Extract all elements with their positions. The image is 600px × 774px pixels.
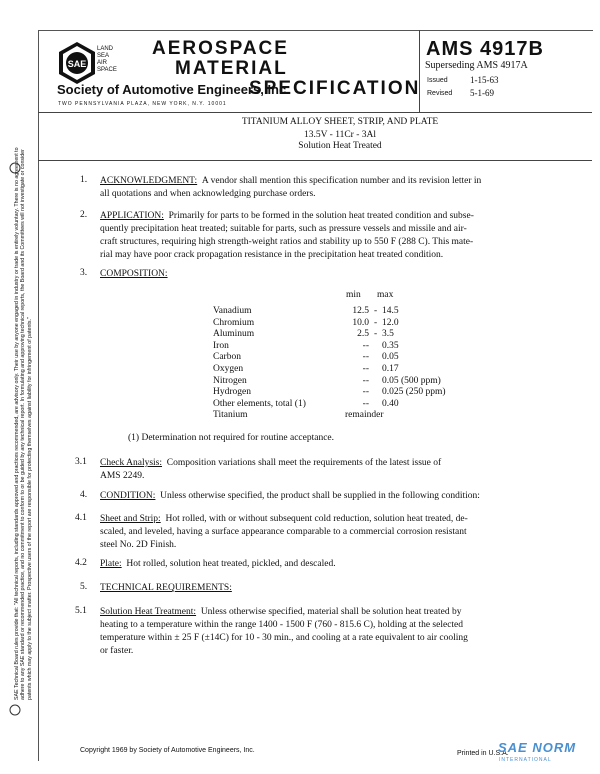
spec-number: AMS 4917B xyxy=(426,38,544,60)
logo-tagline xyxy=(97,46,127,74)
issued-label: Issued xyxy=(427,77,448,84)
section-3-number: 3. xyxy=(80,268,88,278)
doc-title: TITANIUM ALLOY SHEET, STRIP, AND PLATE xyxy=(241,117,439,127)
section-5-1-line-3: temperature within ± 25 F (±14C) for 10 - 30 min., and cooling at a rate equivalent to air cooling xyxy=(100,633,468,643)
composition-min: -- xyxy=(362,340,369,351)
composition-element: Vanadium xyxy=(213,306,252,316)
composition-max: 14.5 xyxy=(382,306,399,316)
section-4-1-line-3: steel No. 2D Finish. xyxy=(100,540,177,550)
section-4-heading: CONDITION: xyxy=(100,491,156,501)
title-specification: SPECIFICATION xyxy=(249,78,421,99)
section-3-1-line-2: AMS 2249. xyxy=(100,471,145,481)
org-name: Society of Automotive Engineers, Inc. xyxy=(57,82,290,97)
composition-element: Hydrogen xyxy=(213,387,251,398)
section-4-line-1: Unless otherwise specified, the product shall be supplied in the following condition: xyxy=(160,491,480,501)
composition-min: remainder xyxy=(345,410,384,421)
watermark-sub: INTERNATIONAL xyxy=(499,757,552,763)
printed-in: Printed in U.S.A. xyxy=(457,750,509,757)
composition-min: 2.5 xyxy=(357,329,369,340)
composition-max: 0.025 (250 ppm) xyxy=(382,387,446,398)
composition-element: Titanium xyxy=(213,410,248,421)
org-address: TWO PENNSYLVANIA PLAZA, NEW YORK, N.Y. 10001 xyxy=(58,101,227,107)
section-4-1-line-1: Hot rolled, with or without subsequent cold reduction, solution heat treated, de- xyxy=(165,514,468,524)
section-4-1-number: 4.1 xyxy=(75,513,87,523)
composition-max: 0.05 xyxy=(382,352,399,363)
composition-max: 0.05 (500 ppm) xyxy=(382,375,441,386)
sae-logo-icon xyxy=(57,40,97,86)
section-3-1-number: 3.1 xyxy=(75,457,87,467)
section-2-line-1: Primarily for parts to be formed in the solution heat treated condition and subse- xyxy=(168,211,474,221)
composition-element: Oxygen xyxy=(213,364,244,374)
section-4-1-line-2: scaled, and leveled, having a surface appearance comparable to a commercial corrosion resistant xyxy=(100,527,467,537)
section-3-1-line-1: Composition variations shall meet the requirements of the latest issue of xyxy=(166,458,442,468)
section-5-1-number: 5.1 xyxy=(75,606,87,616)
section-4-2-number: 4.2 xyxy=(75,558,87,568)
composition-footnote: (1) Determination not required for routine acceptance. xyxy=(128,433,335,443)
section-4-1-heading: Sheet and Strip: xyxy=(100,514,161,524)
logo-tagline-air: AIR xyxy=(97,60,108,66)
composition-element: Chromium xyxy=(213,317,255,328)
logo-letters: SAE xyxy=(67,59,87,69)
composition-min: -- xyxy=(362,352,369,363)
section-5-1-line-1: Unless otherwise specified, material shall be solution heat treated by xyxy=(200,607,462,617)
composition-element: Carbon xyxy=(213,352,241,363)
section-4-2-line-1: Hot rolled, solution heat treated, pickled, and descaled. xyxy=(126,559,336,569)
section-2-line-3: craft structures, requiring high strength-weight ratios and stability up to 550 F (288 C). This mate- xyxy=(100,237,474,247)
composition-element: Other elements, total (1) xyxy=(213,398,306,409)
composition-element: Aluminum xyxy=(213,329,255,340)
side-disclaimer-text: SAE Technical Board rules provide that: "All technical reports, including standards approved and practices recommended, are advisory only. Their use by anyone engaged in industry or trade is entirely voluntary. There is no agreement to adhere to any SAE standard or recommended practice, and no commitment to conform to or be guided by any technical report. In formulating and approving technical reports, the Board and its Committees will not investigate or consider patents which may apply to the subject matter. Prospective users of the report are responsible for protecting themselves against liability for infringement of patents." xyxy=(14,147,33,700)
composition-min: -- xyxy=(362,387,369,398)
side-bracket xyxy=(8,160,22,720)
composition-max: 3.5 xyxy=(382,329,394,340)
composition-min: -- xyxy=(362,398,369,409)
doc-subtitle-alloy: 13.5V - 11Cr - 3Al xyxy=(303,130,377,140)
section-5-heading: TECHNICAL REQUIREMENTS: xyxy=(100,583,232,593)
composition-max: 0.35 xyxy=(382,340,399,351)
doc-subtitle-condition: Solution Heat Treated xyxy=(298,141,382,151)
section-1-line-1: A vendor shall mention this specification number and its revision letter in xyxy=(201,176,482,186)
composition-min-header: min xyxy=(346,290,361,300)
logo-tagline-sea: SEA xyxy=(97,53,110,59)
composition-max: 0.17 xyxy=(382,364,399,374)
section-1-number: 1. xyxy=(80,175,88,185)
issued-date: 1-15-63 xyxy=(470,75,499,85)
composition-min: -- xyxy=(362,375,369,386)
composition-min: 12.5 xyxy=(352,306,369,316)
composition-dash: - xyxy=(374,306,378,316)
section-5-1-heading: Solution Heat Treatment: xyxy=(100,607,197,617)
copyright: Copyright 1969 by Society of Automotive Engineers, Inc. xyxy=(80,747,255,754)
revised-label: Revised xyxy=(427,90,453,97)
title-aerospace: AEROSPACE xyxy=(152,38,289,59)
composition-element: Nitrogen xyxy=(213,375,247,386)
section-4-2-heading: Plate: xyxy=(100,559,122,569)
section-1-heading: ACKNOWLEDGMENT: xyxy=(100,176,198,186)
composition-min: -- xyxy=(362,364,369,374)
title-material: MATERIAL xyxy=(175,58,288,79)
section-3-heading: COMPOSITION: xyxy=(100,269,168,279)
section-5-1-line-2: heating to a temperature within the range 1400 - 1500 F (760 - 815.6 C), holding at the selected xyxy=(100,620,464,630)
logo-tagline-space: SPACE xyxy=(97,67,117,73)
section-2-number: 2. xyxy=(80,210,88,220)
section-1-line-2: all quotations and when acknowledging purchase orders. xyxy=(100,189,316,199)
composition-dash: - xyxy=(374,329,378,340)
section-2-heading: APPLICATION: xyxy=(100,211,164,221)
composition-max-header: max xyxy=(377,290,394,300)
composition-max: 12.0 xyxy=(382,317,399,328)
revised-date: 5-1-69 xyxy=(470,88,494,98)
watermark: SAE NORM xyxy=(498,740,577,755)
composition-element: Iron xyxy=(213,340,229,351)
composition-dash: - xyxy=(374,317,378,328)
section-5-1-line-4: or faster. xyxy=(100,646,134,656)
section-2-line-2: quently precipitation heat treated; suitable for parts, such as pressure vessels and missile and air- xyxy=(100,224,467,234)
header-divider xyxy=(38,112,592,113)
section-3-1-heading: Check Analysis: xyxy=(100,458,163,468)
superseding: Superseding AMS 4917A xyxy=(425,60,528,71)
section-2-line-4: rial may have poor crack propagation resistance in the precipitation heat treated condition. xyxy=(100,250,444,260)
section-5-number: 5. xyxy=(80,582,88,592)
composition-min: 10.0 xyxy=(352,317,369,328)
title-divider xyxy=(38,160,592,161)
composition-max: 0.40 xyxy=(382,398,399,409)
logo-tagline-land: LAND xyxy=(97,46,114,52)
section-4-number: 4. xyxy=(80,490,88,500)
